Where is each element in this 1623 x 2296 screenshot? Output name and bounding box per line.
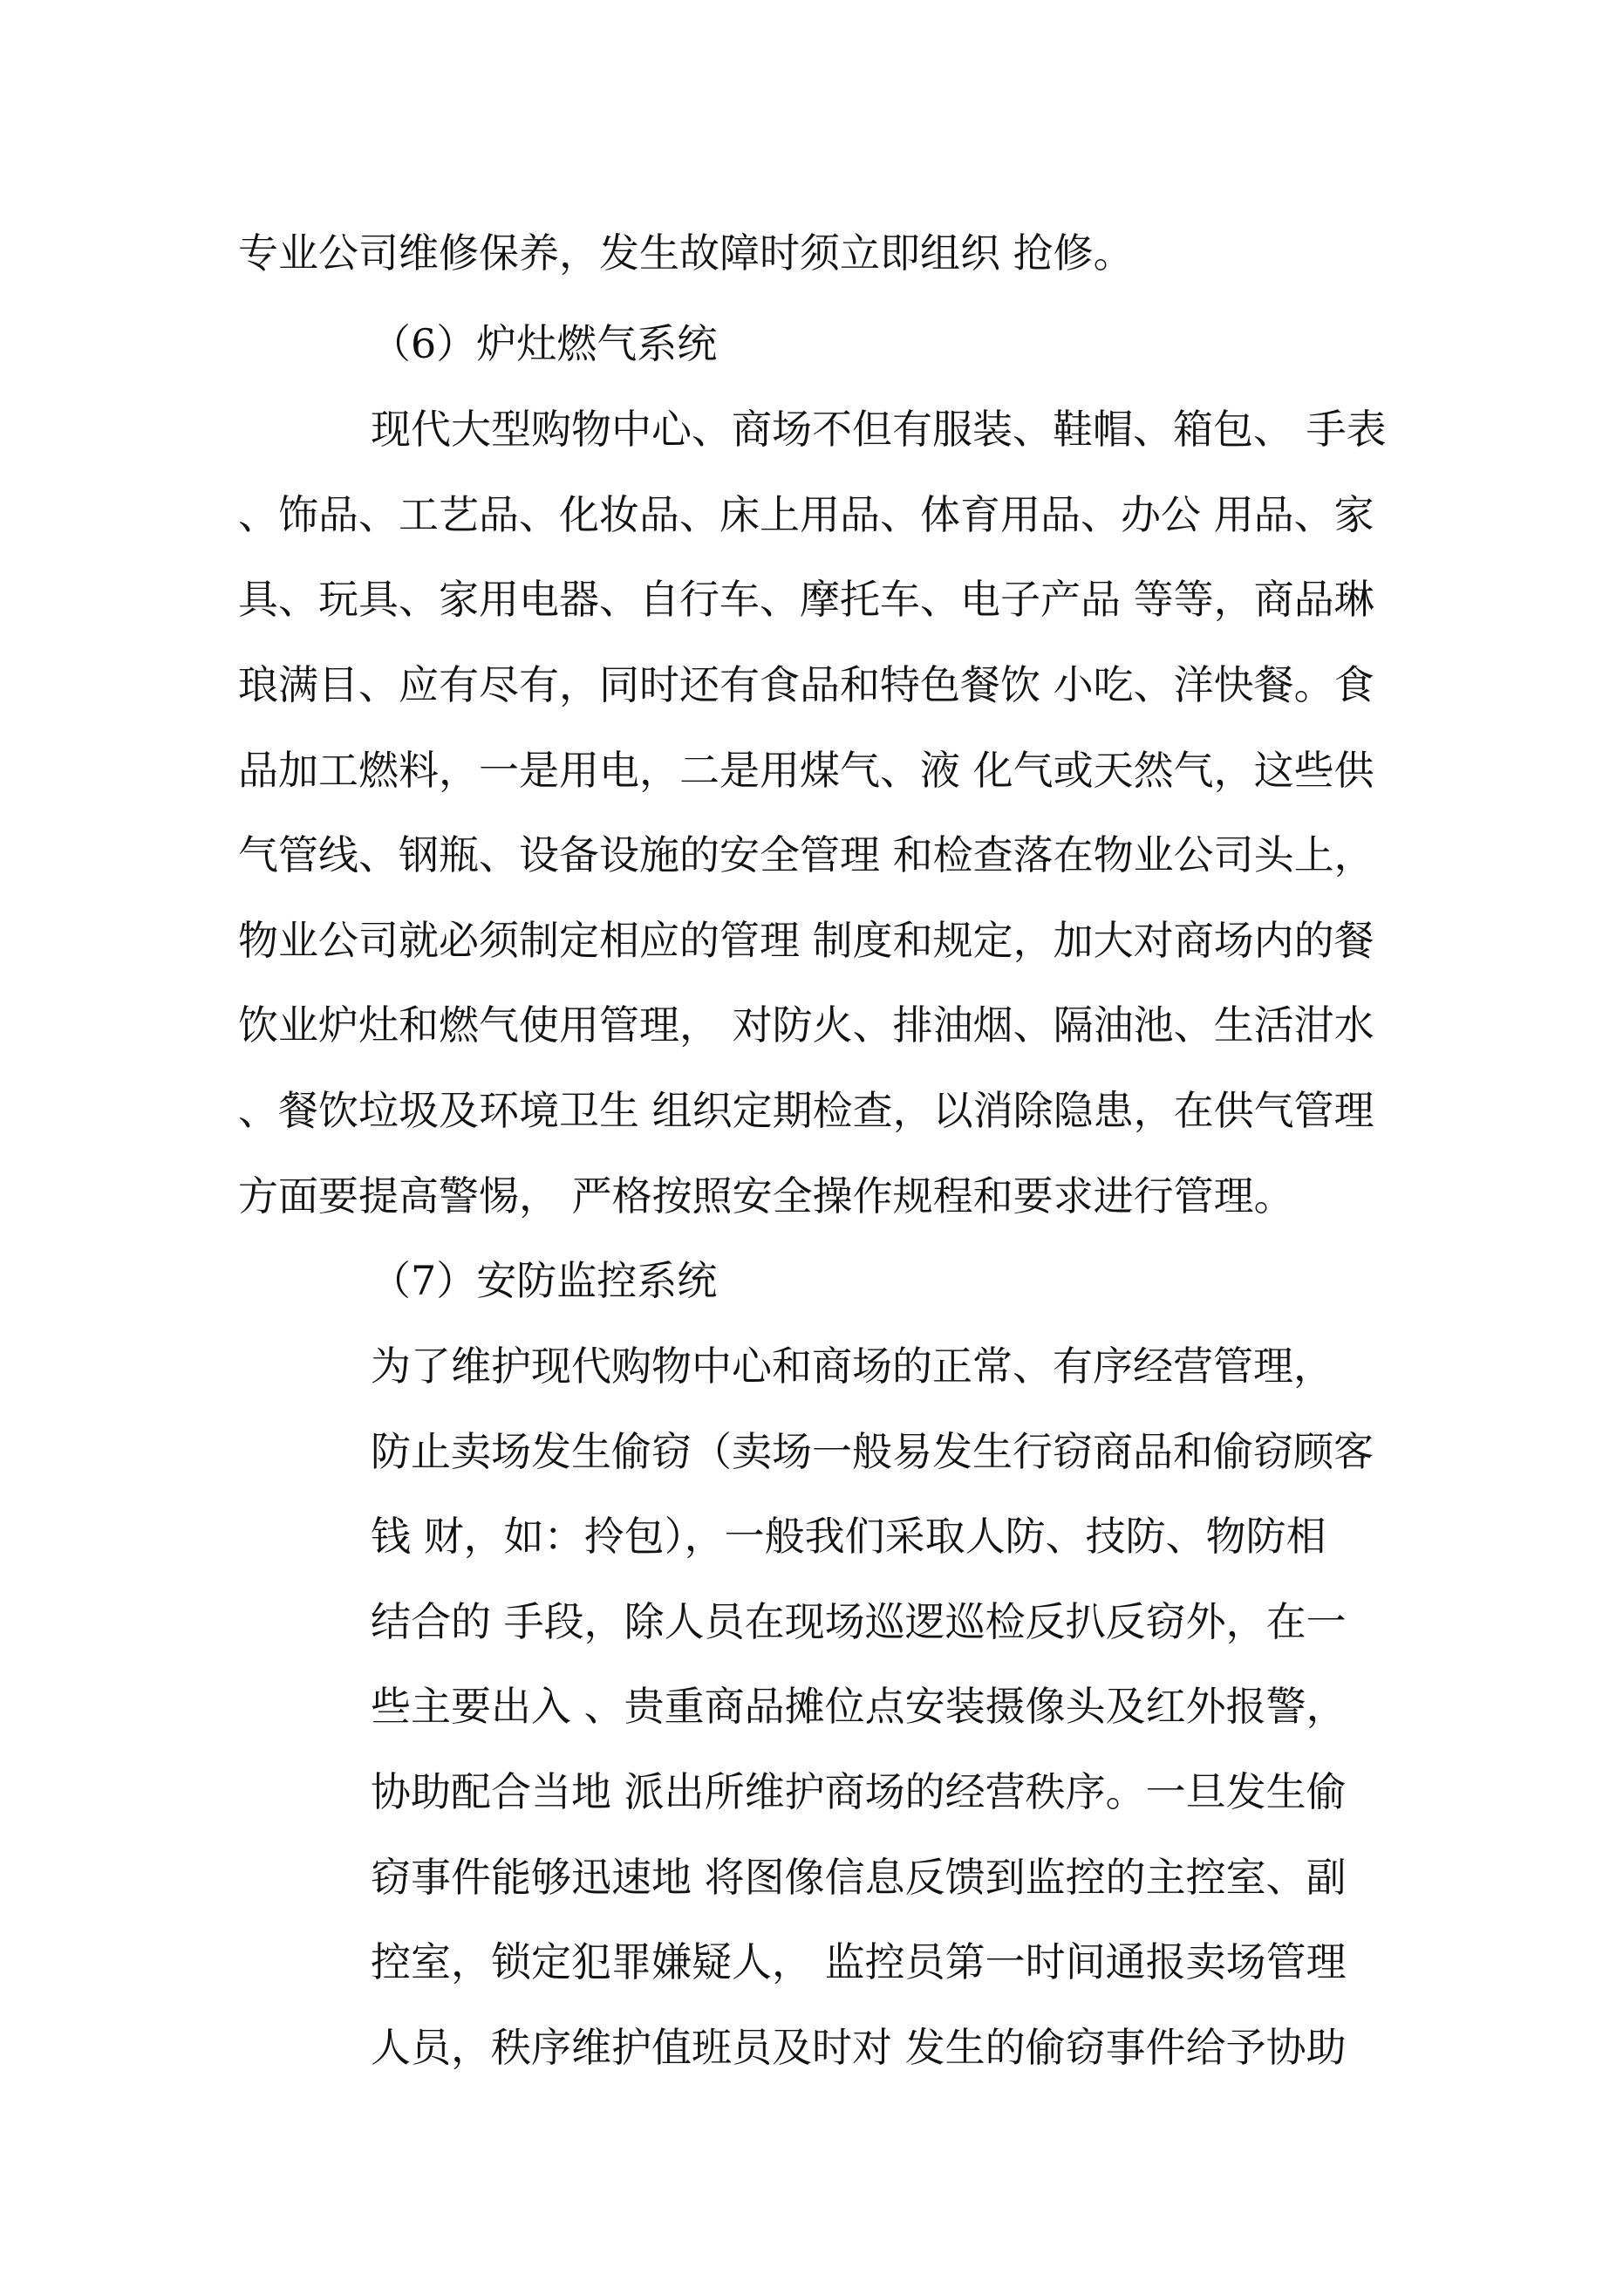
paragraph-line: 控室，锁定犯罪嫌疑人， 监控员第一时间通报卖场管理 xyxy=(371,1938,1347,1985)
paragraph-line: 人员，秩序维护值班员及时对 发生的偷窃事件给予协助 xyxy=(371,2024,1347,2071)
section-heading: （6）炉灶燃气系统 xyxy=(371,320,718,367)
section-heading: （7）安防监控系统 xyxy=(371,1257,718,1304)
paragraph-line: 方面要提高警惕， 严格按照安全操作规程和要求进行管理。 xyxy=(238,1172,1294,1220)
paragraph-line: 结合的 手段，除人员在现场巡逻巡检反扒反窃外，在一 xyxy=(371,1598,1347,1645)
paragraph-line: 为了维护现代购物中心和商场的正常、有序经营管理， xyxy=(371,1343,1333,1390)
paragraph-line: 钱 财，如：拎包），一般我们采取人防、技防、物防相 xyxy=(371,1513,1326,1560)
paragraph-line: 、饰品、工艺品、化妆品、床上用品、体育用品、办公 用品、家 xyxy=(238,491,1374,538)
paragraph-line: 饮业炉灶和燃气使用管理， 对防火、排油烟、隔油池、生活泔水 xyxy=(238,1001,1374,1049)
paragraph-line: 防止卖场发生偷窃（卖场一般易发生行窃商品和偷窃顾客 xyxy=(371,1428,1374,1475)
paragraph-line: 琅满目、应有尽有，同时还有食品和特色餐饮 小吃、洋快餐。食 xyxy=(238,661,1374,708)
paragraph-line: 品加工燃料，一是用电，二是用煤气、液 化气或天然气，这些供 xyxy=(238,747,1374,794)
paragraph-line: 、餐饮垃圾及环境卫生 组织定期检查，以消除隐患，在供气管理 xyxy=(238,1087,1374,1134)
paragraph-line: 协助配合当地 派出所维护商场的经营秩序。一旦发生偷 xyxy=(371,1768,1347,1815)
paragraph-line: 具、玩具、家用电器、自行车、摩托车、电子产品 等等，商品琳 xyxy=(238,576,1374,623)
paragraph-line: 气管线、钢瓶、设备设施的安全管理 和检查落在物业公司头上， xyxy=(238,831,1374,878)
paragraph-line: 些主要出入 、贵重商品摊位点安装摄像头及红外报警， xyxy=(371,1683,1347,1730)
paragraph-line: 窃事件能够迅速地 将图像信息反馈到监控的主控室、副 xyxy=(371,1854,1347,1901)
paragraph-line: 物业公司就必须制定相应的管理 制度和规定，加大对商场内的餐 xyxy=(238,917,1374,964)
paragraph-line: 专业公司维修保养，发生故障时须立即组织 抢修。 xyxy=(238,229,1134,277)
paragraph-line: 现代大型购物中心、商场不但有服装、鞋帽、箱包、 手表 xyxy=(371,406,1387,453)
